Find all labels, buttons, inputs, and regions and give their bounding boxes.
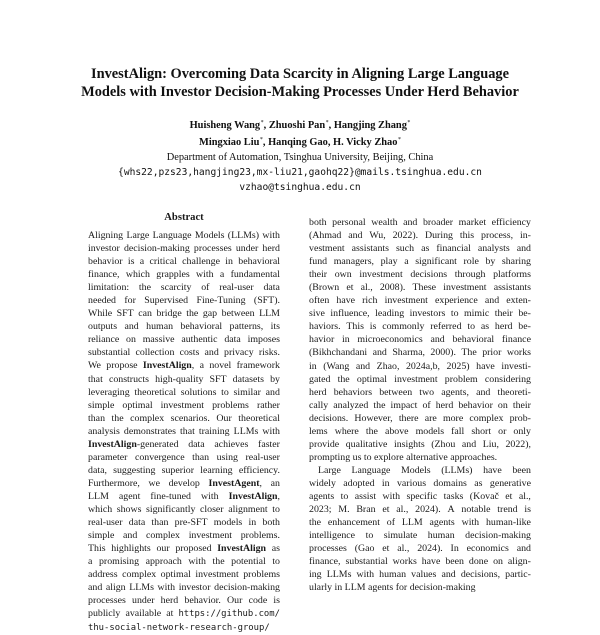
text-line: (Ahmad and Wu, 2022). During this process, in- <box>309 230 531 242</box>
text-line: haviors. This is commonly referred to as herd be- <box>309 321 531 333</box>
text-line: 2023; M. Bran et al., 2024). A notable trend is <box>309 504 531 516</box>
text-line: herd behaviors between two agents, and theoreti- <box>309 386 531 398</box>
body-column <box>309 216 531 594</box>
text-line: (Brown et al., 2008). These investment assistants <box>309 282 531 294</box>
text-line: provide qualitative insights (Zhou and Liu, 2022), <box>309 438 531 450</box>
text-line: This highlights our proposed InvestAlign as <box>88 543 280 555</box>
text-line: Furthermore, we develop InvestAgent, an <box>88 477 280 489</box>
text-line: analysis demonstrates that training LLMs with <box>88 425 280 437</box>
text-line: ing LLMs with human values and decisions, partic- <box>309 569 531 581</box>
title-line: InvestAlign: Overcoming Data Scarcity in Aligning Large Language <box>90 66 509 82</box>
text-line: both personal wealth and broader market efficiency <box>309 217 531 228</box>
author-block <box>40 116 560 195</box>
text-line: agents to assist with specific tasks (Kovač et al., <box>309 490 531 502</box>
text-line: Aligning Large Language Models (LLMs) with <box>88 230 280 241</box>
text-line: behavior is a critical challenge in behavioral <box>88 256 280 268</box>
text-line: simple optimal investment problems rather <box>88 399 280 411</box>
text-line: than the complex scenarios. Our theoretical <box>88 412 280 424</box>
paper-title <box>40 66 560 101</box>
text-line: processes (Gao et al., 2024). In economics and <box>309 543 531 555</box>
text-line: Large Language Models (LLMs) have been <box>318 464 531 476</box>
text-line: and align LLMs with investor decision-making <box>88 582 280 594</box>
text-line: vestment assistants such as financial analysts and <box>309 243 531 255</box>
text-line: substantial collection costs and privacy risks. <box>88 347 280 359</box>
text-line: data, suggesting superior learning efficiency. <box>88 464 280 476</box>
text-line: lems where the above models fall short or only <box>309 425 531 437</box>
abstract-heading: Abstract <box>164 212 204 223</box>
text-line: the enhancement of LLM agents with human-like <box>309 517 531 529</box>
abstract-column <box>88 229 280 635</box>
text-line: that constructs high-quality SFT datasets by <box>88 373 280 385</box>
text-line: processes under herd behavior. Our code is <box>88 595 280 607</box>
text-line: ularly in LLM agents for decision-making <box>309 582 476 594</box>
text-line: cally analyzed the impact of herd behavior on their <box>309 399 531 411</box>
text-line: their own investment decisions through platforms <box>309 269 531 281</box>
text-line: intelligence to simulate human decision-making <box>309 530 531 542</box>
text-line: (Bikhchandani and Sharma, 2000). The prior works <box>309 347 531 359</box>
text-line: parameter convergence than using real-user <box>88 451 280 463</box>
affiliation: Department of Automation, Tsinghua University, Beijing, China <box>166 152 434 163</box>
text-line: finance, substantial works have been done on align- <box>309 556 531 568</box>
text-line: reliance on massive authentic data imposes <box>88 334 280 346</box>
text-line: LLM agent fine-tuned with InvestAlign, <box>88 490 280 502</box>
text-line: publicly available at https://github.com/ <box>88 608 280 620</box>
authors-line: Huisheng Wang*, Zhuoshi Pan*, Hangjing Zhang* <box>189 120 411 131</box>
text-line: While SFT can bridge the gap between LLM <box>88 308 280 320</box>
text-line: address complex optimal investment problems <box>88 569 280 581</box>
email-line: {whs22,pzs23,hangjing23,mx-liu21,gaohq22}@mails.tsinghua.edu.cn <box>118 167 482 178</box>
text-line: widely adopted in various domains as generative <box>309 477 531 489</box>
text-line: outputs and human behavioral patterns, its <box>88 321 280 333</box>
text-line: investor decision-making processes under herd <box>88 243 280 255</box>
text-line: needed for Supervised Fine-Tuning (SFT). <box>88 295 280 307</box>
authors-line: Mingxiao Liu*, Hanqing Gao, H. Vicky Zhao* <box>199 137 401 148</box>
text-line: simple and complex investment problems. <box>88 530 280 542</box>
text-line: InvestAlign-generated data achieves faster <box>88 438 280 450</box>
text-line: thu-social-network-research-group/ <box>88 623 270 634</box>
text-line: limitation: the scarcity of real-user data <box>88 282 280 294</box>
text-line: real-user data than pre-SFT models in both <box>88 517 280 529</box>
text-line: which shows significantly closer alignment to <box>88 503 280 515</box>
text-line: finance, which grapples with a fundamental <box>88 269 280 281</box>
text-line: decisions. However, there are more complex prob- <box>309 412 531 424</box>
text-line: in (Wang and Zhao, 2024a,b, 2025) have investi- <box>309 360 531 372</box>
text-line: sive influence, leading investors to mimic their be- <box>309 308 531 320</box>
text-line: fund managers, play a significant role by sharing <box>309 256 531 268</box>
text-line: a promising approach with the potential to <box>88 556 280 568</box>
email-line: vzhao@tsinghua.edu.cn <box>239 182 361 193</box>
text-line: prompting us to explore alternative approaches. <box>309 451 498 463</box>
text-line: often have rich investment experience and exten- <box>309 295 531 307</box>
text-line: havior in microeconomics and behavioral finance <box>309 334 531 346</box>
text-line: gated the optimal investment problem considering <box>309 373 531 385</box>
text-line: leveraging theoretical solutions to similar and <box>88 386 280 398</box>
title-line: Models with Investor Decision-Making Processes Under Herd Behavior <box>81 83 519 100</box>
text-line: We propose InvestAlign, a novel framework <box>88 360 280 372</box>
